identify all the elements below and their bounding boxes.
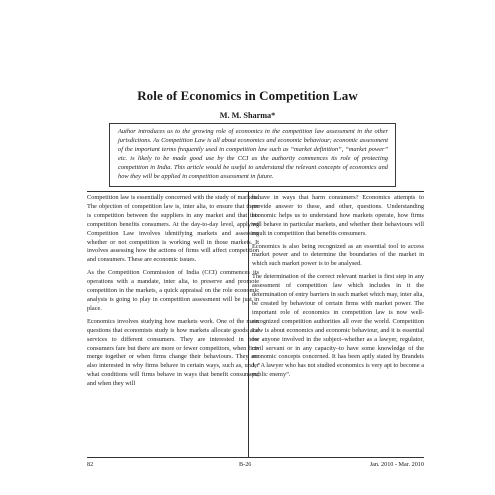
paragraph: As the Competition Commission of India (CCI) commences its operations with a mandate, inter alia, to preserve and promote competition in the markets, a quick appraisal on the role economic analysis is going to play in competition assessment will be just in place. xyxy=(87,269,259,312)
paragraph: Competition law is essentially concerned with the study of markets. The objection of competition law is, inter alia, to ensure that there is competition between the suppliers in any market and that this competition benefits consumers. At the day-to-day level, applying Competition Law involves identifying markets and assessing whether or not competition is working well in those markets. It involves assessing how the actions of firms will affect competition and consumers. These are economic issues. xyxy=(87,194,259,264)
article-title: Role of Economics in Competition Law xyxy=(137,88,358,103)
paragraph: The determination of the correct relevant market is first step in any assessment of competition law which includes in it the determination of entry barriers in such market which may, inter alia, be created by behaviour of certain firms with market power. The important role of economics in competition law is now well-recognized competition authorities all over the world. Competition Law is about economics and economic behaviour, and it is essential for anyone involved in the subject–whether as a lawyer, regulator, civil servant or in any capacity–to have some knowledge of the economic concepts concerned. It has been aptly stated by Brandeis J, “A lawyer who has not studied economics is very apt to become a public enemy”. xyxy=(252,273,424,379)
column-top-rule xyxy=(87,191,424,192)
page-number: 82 xyxy=(87,461,94,468)
abstract-box: Author introduces us to the growing role of economics in the competition law assessment in the other jurisdictions. As Competition Law is all about economics and economic behaviour; economic assessment of the important terms frequently used in competition law such as “market definition”, “market power” etc. is likely to be made good use by the CCI as the authority commences its role of protecting competition in India. This article would be useful to understand the relevant concepts of economics and how they will be applied in competition assessment in future. xyxy=(109,123,396,187)
section-code: B-26 xyxy=(239,461,252,468)
left-column xyxy=(87,194,259,393)
paragraph: Economics is also being recognized as an essential tool to access market power and to determine the boundaries of the market in which such market power is to be analysed. xyxy=(252,242,424,268)
article-author: M. M. Sharma* xyxy=(219,111,276,120)
right-column xyxy=(252,194,424,384)
footer-rule xyxy=(87,457,424,458)
paragraph: Economics involves studying how markets work. One of the main questions that economists study is how markets allocate goods and services to different consumers. They are interested in how consumers fare but there are more or fewer competitors, when firm merge together or when firms change their behaviours. They are also interested in why firms behave in certain ways, such as, under what conditions will firms behave in ways that benefit consumers; and when they will xyxy=(87,317,259,388)
issue-date: Jan. 2010 - Mar. 2010 xyxy=(369,461,424,468)
paragraph: behave in ways that harm consumers? Economics attempts to provide answer to these, and other, questions. Understanding economic helps us to understand how markets operate, how firms will behave in particular markets, and whether their behaviours will result in competition that benefits consumers. xyxy=(252,194,424,237)
